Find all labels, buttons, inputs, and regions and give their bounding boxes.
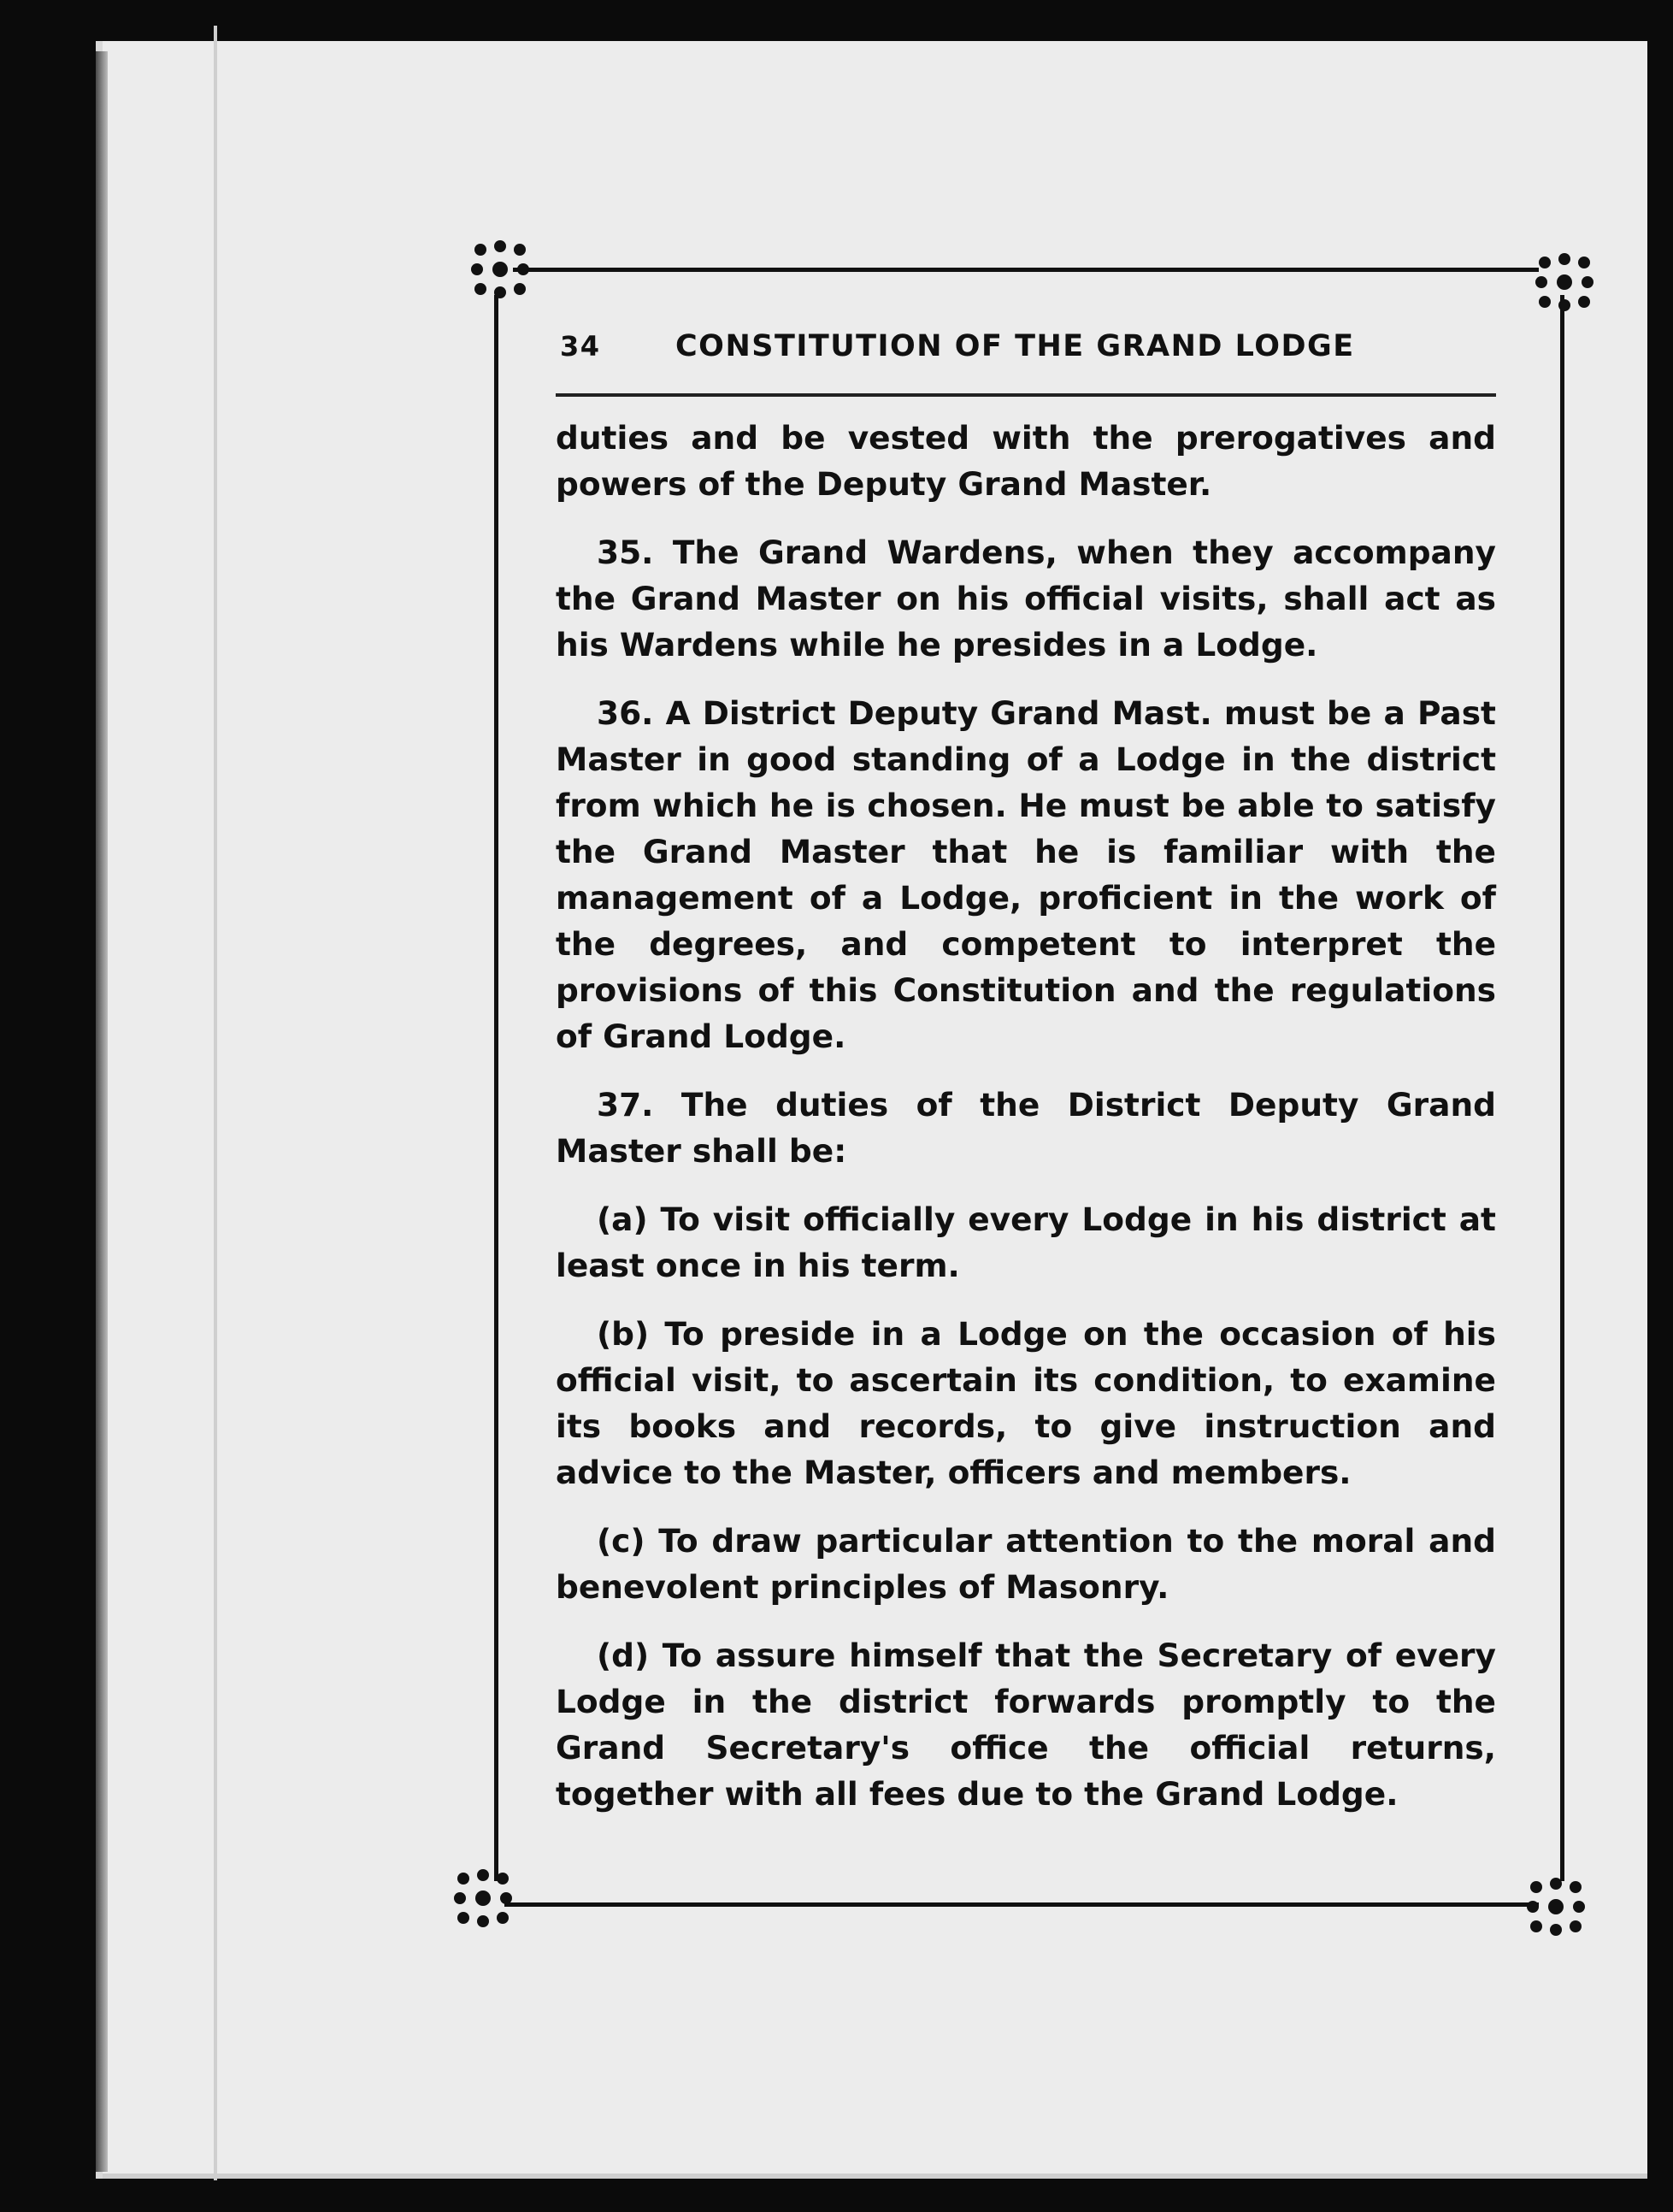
fleuron-icon — [1526, 1877, 1586, 1937]
running-title: CONSTITUTION OF THE GRAND LODGE — [675, 329, 1355, 363]
section-36: 36. A District Deputy Grand Mast. must be a Past Master in good standing of a Lodge in the district from which he is chosen. He must be able to satisfy the Grand Master that he is familiar with the management of a Lodge, proficient in the work of the degrees, and competent to interpret the provisions of this Constitution and the regulations of Grand Lodge. — [556, 694, 1496, 1055]
continuation-paragraph: duties and be vested with the prerogatives and powers of the Deputy Grand Master. — [556, 419, 1496, 503]
frame-left-rule — [494, 295, 498, 1881]
item-a: (a) To visit officially every Lodge in his district at least once in his term. — [556, 1200, 1496, 1284]
running-head — [560, 329, 1517, 363]
header-rule — [556, 393, 1496, 397]
binding-line — [214, 26, 217, 2180]
page-body — [556, 415, 1496, 1817]
item-d: (d) To assure himself that the Secretary of every Lodge in the district forwards promptly to the Grand Secretary's office the official returns, together with all fees due to the Grand Lodge. — [556, 1637, 1496, 1813]
item-c: (c) To draw particular attention to the moral and benevolent principles of Masonry. — [556, 1522, 1496, 1606]
page-edge — [96, 51, 108, 2172]
fleuron-icon — [1535, 252, 1594, 312]
fleuron-icon — [453, 1868, 513, 1928]
frame-bottom-rule — [504, 1902, 1539, 1907]
item-b: (b) To preside in a Lodge on the occasion of his official visit, to ascertain its condition, to examine its books and records, to give instruction and advice to the Master, officers and members. — [556, 1315, 1496, 1491]
frame-top-rule — [513, 268, 1539, 272]
frame-right-rule — [1560, 295, 1564, 1881]
section-37: 37. The duties of the District Deputy Grand Master shall be: — [556, 1086, 1496, 1170]
page-number: 34 — [560, 330, 601, 363]
fleuron-icon — [470, 239, 530, 299]
section-35: 35. The Grand Wardens, when they accompany the Grand Master on his official visits, shall act as his Wardens while he presides in a Lodge. — [556, 534, 1496, 664]
